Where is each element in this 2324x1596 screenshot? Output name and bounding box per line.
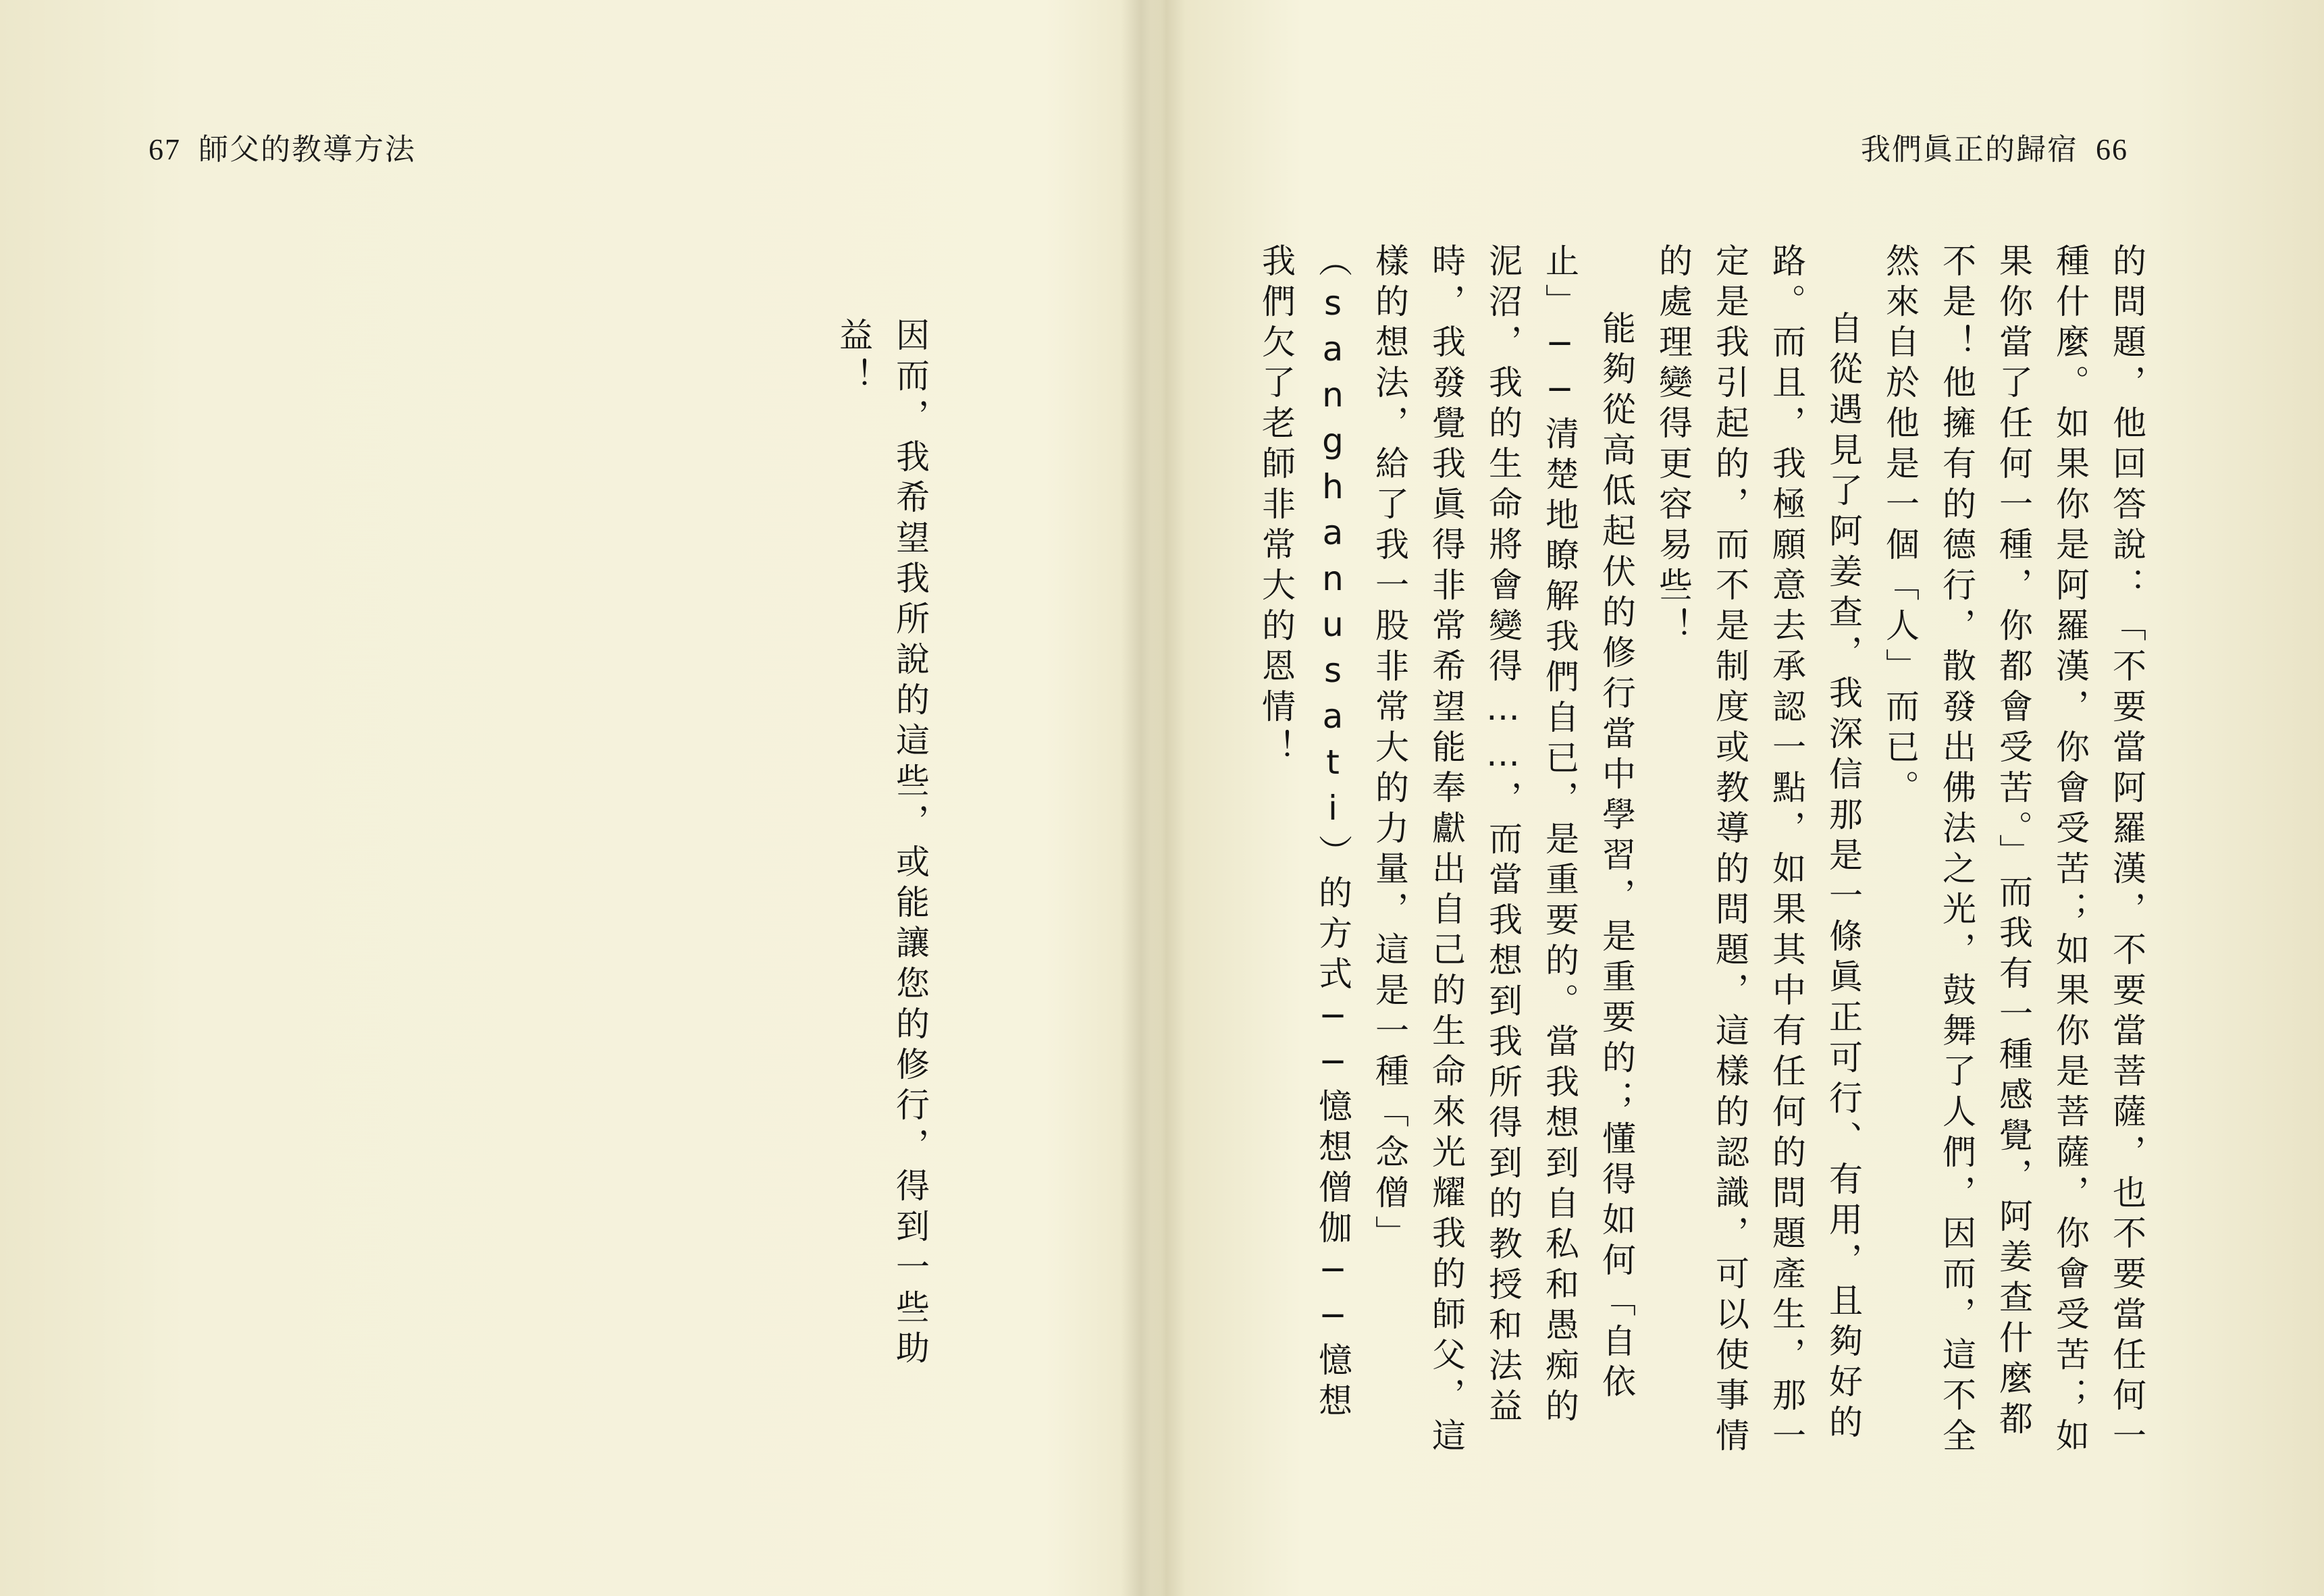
left-running-title: 師父的教導方法	[199, 132, 416, 167]
left-page-body	[825, 317, 939, 1425]
right-page	[1161, 0, 2324, 1596]
right-page-number: 66	[2096, 133, 2128, 166]
right-running-title: 我們眞正的歸宿	[1861, 132, 2078, 167]
right-paragraph-2: 自從遇見了阿姜查，我深信那是一條眞正可行、有用，且夠好的路。而且，我極願意去承認一點，如果其中有任何的問題產生，那一定是我引起的，而不是制度或教導的問題，這樣的認識，可以使事情的處理變得更容易些！	[1654, 243, 1863, 1458]
left-page-header	[149, 125, 416, 168]
right-paragraph-3: 能夠從高低起伏的修行當中學習，是重要的；懂得如何「自依止」──清楚地瞭解我們自已，是重要的。當我想到自私和愚痴的泥沼，我的生命將會變得……，而當我想到我所得到的教授和法益時，我發覺我眞得非常希望能奉獻出自己的生命來光耀我的師父，這樣的想法，給了我一股非常大的力量，這是一種「念僧」（sanghanusati）的方式──憶想僧伽──憶想我們欠了老師非常大的恩情！	[1257, 243, 1636, 1458]
left-page-number: 67	[149, 133, 181, 166]
right-page-body	[1248, 243, 2155, 1458]
left-paragraph-1: 因而，我希望我所說的這些，或能讓您的修行，得到一些助益！	[834, 317, 930, 1371]
right-page-header	[1861, 125, 2128, 168]
left-page	[0, 0, 1148, 1596]
right-paragraph-1: 的問題，他回答說：「不要當阿羅漢，不要當菩薩，也不要當任何一種什麼。如果你是阿羅漢，你會受苦；如果你是菩薩，你會受苦；如果你當了任何一種，你都會受苦。」而我有一種感覺，阿姜查什麼都不是！他擁有的德行，散發出佛法之光，鼓舞了人們，因而，這不全然來自於他是一個「人」而已。	[1880, 243, 2146, 1458]
